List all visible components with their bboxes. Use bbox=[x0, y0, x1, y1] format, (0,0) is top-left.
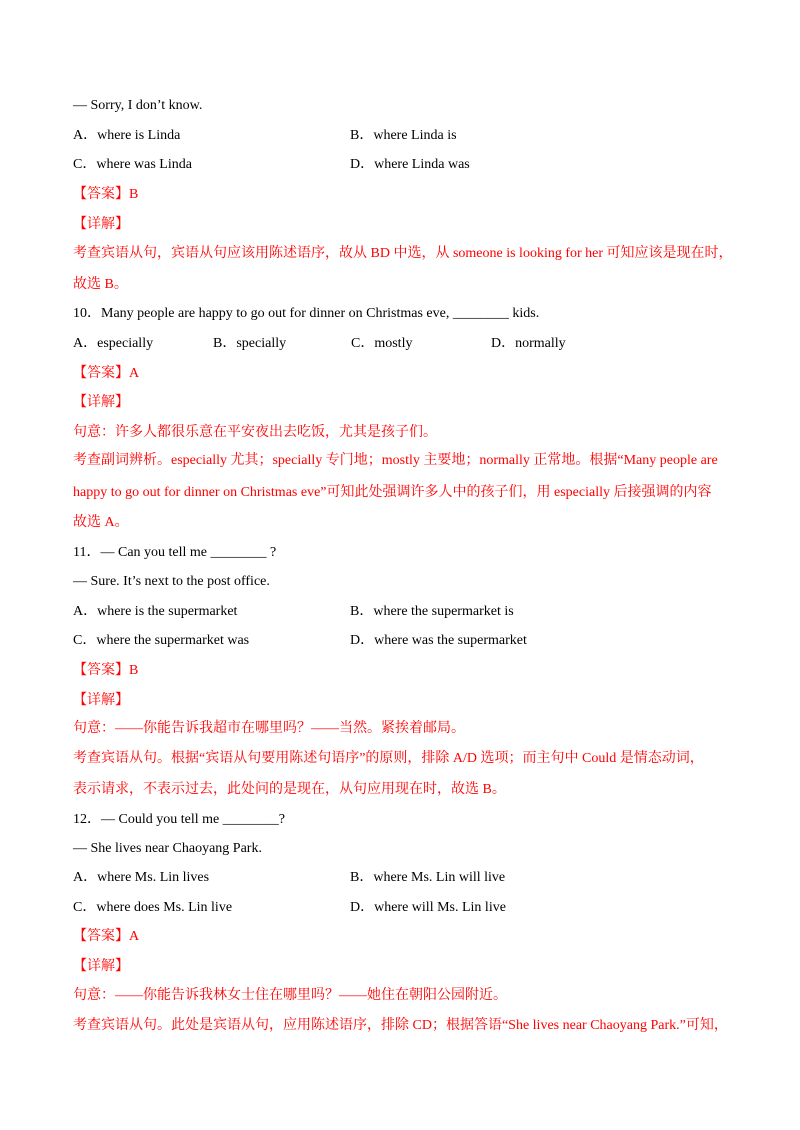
q11-answer-key: 【答案】B bbox=[73, 663, 139, 678]
q10-option-c: C．mostly bbox=[351, 336, 413, 351]
q10-explanation-line1: 考查副词辨析。especially 尤其；specially 专门地；mostly 主要地；normally 正常地。根据“Many people are bbox=[73, 453, 718, 468]
q11-option-b: B．where the supermarket is bbox=[350, 604, 514, 619]
q11-option-c: C．where the supermarket was bbox=[73, 633, 250, 648]
q9-detail-label: 【详解】 bbox=[73, 217, 129, 232]
q9-option-d: D．where Linda was bbox=[350, 157, 470, 172]
q11-stem: 11．— Can you tell me ________ ? bbox=[73, 545, 277, 560]
q12-option-c: C．where does Ms. Lin live bbox=[73, 900, 233, 915]
q11-detail-label: 【详解】 bbox=[73, 693, 129, 708]
q10-option-d: D．normally bbox=[491, 336, 566, 351]
q10-stem: 10．Many people are happy to go out for dinner on Christmas eve, ________ kids. bbox=[73, 306, 540, 321]
q10-meaning: 句意：许多人都很乐意在平安夜出去吃饭，尤其是孩子们。 bbox=[73, 425, 437, 440]
q12-stem: 12．— Could you tell me ________? bbox=[73, 812, 285, 827]
q10-explanation-line2: happy to go out for dinner on Christmas eve”可知此处强调许多人中的孩子们，用 especially 后接强调的内容 bbox=[73, 485, 712, 500]
q12-answer-key: 【答案】A bbox=[73, 929, 140, 944]
q12-explanation-line1: 考查宾语从句。此处是宾语从句，应用陈述语序，排除 CD；根据答语“She lives near Chaoyang Park.”可知， bbox=[73, 1018, 728, 1033]
q11-reply: — Sure. It’s next to the post office. bbox=[73, 574, 270, 589]
q11-option-a: A．where is the supermarket bbox=[73, 604, 238, 619]
q11-meaning: 句意：——你能告诉我超市在哪里吗？——当然。紧挨着邮局。 bbox=[73, 721, 465, 736]
q10-option-b: B．specially bbox=[213, 336, 287, 351]
q9-reply: — Sorry, I don’t know. bbox=[73, 98, 203, 113]
q11-option-d: D．where was the supermarket bbox=[350, 633, 527, 648]
q12-option-b: B．where Ms. Lin will live bbox=[350, 870, 506, 885]
q12-meaning: 句意：——你能告诉我林女士住在哪里吗？——她住在朝阳公园附近。 bbox=[73, 988, 507, 1003]
q12-reply: — She lives near Chaoyang Park. bbox=[73, 841, 262, 856]
q10-option-a: A．especially bbox=[73, 336, 154, 351]
q10-detail-label: 【详解】 bbox=[73, 395, 129, 410]
q12-detail-label: 【详解】 bbox=[73, 959, 129, 974]
q9-option-b: B．where Linda is bbox=[350, 128, 457, 143]
q12-option-a: A．where Ms. Lin lives bbox=[73, 870, 210, 885]
q11-explanation-line2: 表示请求，不表示过去，此处问的是现在，从句应用现在时，故选 B。 bbox=[73, 782, 506, 797]
q12-option-d: D．where will Ms. Lin live bbox=[350, 900, 506, 915]
q9-explanation-line2: 故选 B。 bbox=[73, 277, 128, 292]
q11-explanation-line1: 考查宾语从句。根据“宾语从句要用陈述句语序”的原则，排除 A/D 选项；而主句中 Could 是情态动词， bbox=[73, 751, 704, 766]
q10-explanation-line3: 故选 A。 bbox=[73, 515, 129, 530]
q9-option-c: C．where was Linda bbox=[73, 157, 192, 172]
q9-option-a: A．where is Linda bbox=[73, 128, 181, 143]
q9-explanation-line1: 考查宾语从句，宾语从句应该用陈述语序，故从 BD 中选，从 someone is looking for her 可知应该是现在时， bbox=[73, 246, 733, 261]
q10-answer-key: 【答案】A bbox=[73, 366, 140, 381]
q9-answer-key: 【答案】B bbox=[73, 187, 139, 202]
